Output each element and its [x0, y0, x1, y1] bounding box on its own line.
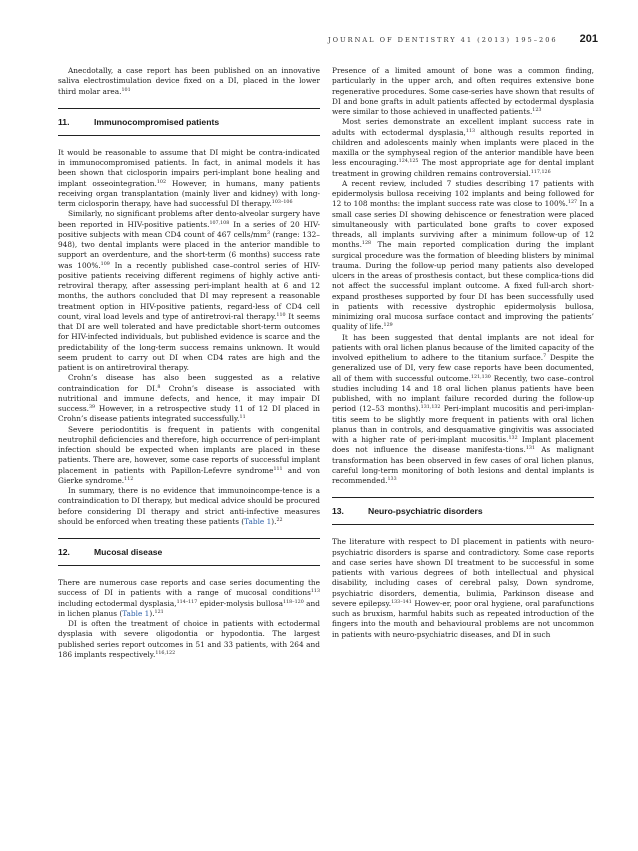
page-number: 201 — [579, 33, 598, 45]
journal-citation: JOURNAL OF DENTISTRY 41 (2013) 195–206 — [328, 36, 558, 44]
paragraph: Anecdotally, a case report has been published on an innovative saliva electrostimulation device fixed on a DI, placed in the lower third molar area.$^{101}$ — [58, 66, 320, 96]
paragraph: It would be reasonable to assume that DI might be contra-indicated in immunocompromised patients. In fact, in animal models it has been shown that ciclosporin impairs peri-implant bone healing and implant osseointegration.$^{102}$ However, in humans, many patients receiving organ transplantation (mainly liver and kidney) with long-term ciclosporin therapy, have had successful DI therapy.$^{103-106}$ — [58, 147, 320, 208]
table-link[interactable]: Table 1 — [122, 608, 150, 618]
section-title: Immunocompromised patients — [94, 116, 220, 127]
section-heading-12 — [58, 538, 320, 566]
table-link[interactable]: Table 1 — [244, 516, 272, 526]
section-heading-11 — [58, 108, 320, 136]
paragraph: Severe periodontitis is frequent in patients with congenital neutrophil deficiencies and therefore, high occurrence of peri-implant infection should be expected when implants are placed in these patients. There are, however, some case reports of successful implant placement in patients with Papillon-Lefevre syndrome$^{111}$ and von Gierke syndrome.$^{112}$ — [58, 424, 320, 485]
section-title: Mucosal disease — [94, 547, 163, 557]
paragraph: There are numerous case reports and case series documenting the success of DI in patients with a range of mucosal conditions$^{113}$ including ectodermal dysplasia,$^{114-117}$ epider-molysis bullosa$^{118-120}$ and in lichen planus (Table 1).$^{121}$ — [58, 578, 320, 618]
section-number: 11. — [58, 116, 70, 127]
paragraph: Presence of a limited amount of bone was a common finding, particularly in the upper arch, and often requires extensive bone regenerative procedures. Some case-series have shown that results of DI and bone grafts in adult patients affected by ectodermal dysplasia were similar to those achieved in unaffected patients.$^{123}$ — [332, 66, 594, 116]
paragraph: Similarly, no significant problems after dento-alveolar surgery have been reported in HIV-positive patients.$^{107,108}$ In a series of 20 HIV-positive subjects with mean CD4 count of 467 cells/$mm^3$ (range: 132–948), two dental implants were placed in the anterior mandible to support an overdenture, and the short-term (6 months) success rate was 100%.$^{109}$ In a recently published case–control series of HIV-positive patients receiving different regimens of highly active anti-retroviral therapy, after assessing peri-implant health at 6 and 12 months, the authors concluded that DI may represent a reasonable treatment option in HIV-positive patients, regard-less of CD4 cell count, viral load levels and type of antiretrovi-ral therapy.$^{110}$ It seems that DI are well tolerated and have predictable short-term outcomes for HIV-infected individuals, but published evidence is scarce and the predictability of the long-term success remains unknown. It would seem prudent to carry out DI when CD4 rates are high and the patient is on antiretroviral therapy. — [58, 209, 321, 372]
section-heading-13 — [332, 497, 594, 525]
paragraph: It has been suggested that dental implants are not ideal for patients with oral lichen planus because of the limited capacity of the involved epithelium to adhere to the titanium surface.$^7$ Despite the generalized use of DI, very few case reports have been documented, all of them with successful outcome.$^{121,130}$ Recently, two case–control studies including 14 and 18 oral lichen planus patients have been published, with no implant failure recorded during the follow-up period (12–53 months).$^{131,132}$ Peri-implant mucositis and peri-implan-titis seem to be slightly more frequent in patients with oral lichen planus than in controls, and desquamative gingivitis was associated with a higher rate of peri-implant mucositis.$^{132}$ Implant placement does not influence the disease manifesta-tions.$^{131}$ As malignant transformation has been observed in few cases of oral lichen planus, careful long-term monitoring of both lesions and dental implants is recommended.$^{133}$ — [332, 332, 594, 485]
section-title: Neuro-psychiatric disorders — [368, 506, 483, 517]
section-number: 12. — [58, 547, 70, 557]
paragraph: Crohn’s disease has also been suggested as a relative contraindication for DI.$^8$ Crohn’s disease is associated with nutritional and immune defects, and hence, it may impair DI success.$^{39}$ However, in a retrospective study 11 of 12 DI placed in Crohn’s disease patients integrated successfully.$^{11}$ — [58, 373, 320, 424]
left-column — [58, 66, 320, 660]
right-column — [332, 66, 594, 640]
paragraph: In summary, there is no evidence that immunoincompe-tence is a contraindication to DI therapy, but medical advice should be procured before considering DI therapy and strict anti-infective measures should be enforced when treating these patients (Table 1).$^{22}$ — [58, 486, 320, 526]
paragraph: Most series demonstrate an excellent implant success rate in adults with ectodermal dysplasia,$^{113}$ although results reported in children and adolescents mainly when implants were placed in the maxilla or the symphyseal region of the anterior mandible have been less encouraging.$^{124,125}$ The most appropriate age for dental implant treatment in growing children remains controversial.$^{117,126}$ — [332, 117, 594, 178]
section-number: 13. — [332, 506, 344, 517]
running-head — [218, 33, 598, 47]
paragraph: DI is often the treatment of choice in patients with ectodermal dysplasia with severe oligodontia or hypodontia. The largest published series report outcomes in 51 and 33 patients, with 264 and 186 implants respectively.$^{116,122}$ — [58, 619, 320, 659]
paragraph: A recent review, included 7 studies describing 17 patients with epidermolysis bullosa receiving 102 implants and being followed for 12 to 108 months: the implant success rate was close to 100%.$^{127}$ In a small case series DI showing dehiscence or fenestration were placed simultaneously with particulated bone grafts to cover exposed threads, all implants surviving after a minimum follow-up of 12 months.$^{128}$ The main reported complication during the implant surgical procedure was the formation of bleeding blisters by minimal trauma. During the follow-up period many patients also developed ulcers in the areas of prosthesis contact, but these complica-tions did not affect the successful implant outcome. A fixed full-arch short-expand prostheses supported by four DI has been successfully used in patients with recessive dystrophic epidermolysis bullosa, minimizing oral mucosa surface contact and improving the patients’ quality of life.$^{129}$ — [332, 178, 594, 332]
paragraph: The literature with respect to DI placement in patients with neuro-psychiatric disorders is sparse and contradictory. Some case reports and case series have shown DI treatment to be successful in some patients with various degrees of both intellectual and physical disability, including cases of cerebral palsy, Down syndrome, psychiatric disorders, dementia, bulimia, Parkinson disease and severe epilepsy.$^{133-141}$ Howev-er, poor oral hygiene, oral parafunctions such as bruxism, harmful habits such as repeated introduction of the fingers into the mouth and behavioural problems are not uncommon in patients with neuro-psychiatric diseases, and DI in such — [332, 537, 595, 639]
